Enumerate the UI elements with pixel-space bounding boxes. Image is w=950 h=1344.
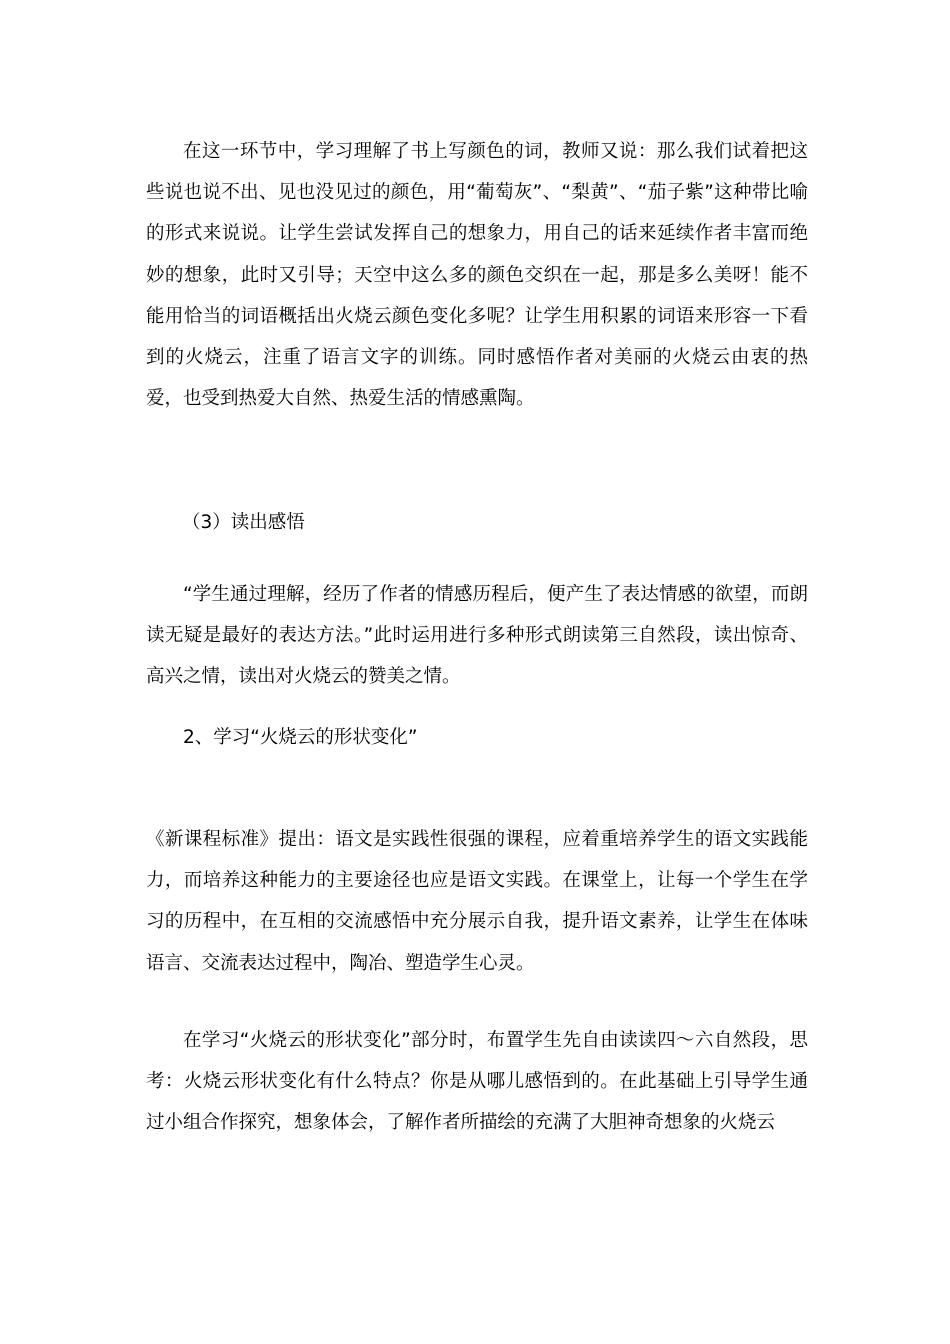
subheading-shape-changes: 2、学习“火烧云的形状变化” (183, 727, 418, 748)
paragraph-curriculum-standard: 《新课程标准》提出：语文是实践性很强的课程，应着重培养学生的语文实践能力，而培养这种能力的主要途径也应是语文实践。在课堂上，让每一个学生在学习的历程中，在互相的交流感悟中充分展示自我，提升语文素养，让学生在体味语言、交流表达过程中，陶冶、塑造学生心灵。 (146, 829, 808, 974)
subheading-read-feelings: （3）读出感悟 (182, 512, 305, 533)
paragraph-color-words: 在这一环节中，学习理解了书上写颜色的词，教师又说：那么我们试着把这些说也说不出、见也没见过的颜色，用“葡萄灰”、“梨黄”、“茄子紫”这种带比喻的形式来说说。让学生尝试发挥自己的想象力，用自己的话来延续作者丰富而绝妙的想象，此时又引导；天空中这么多的颜色交织在一起，那是多么美呀！能不能用恰当的词语概括出火烧云颜色变化多呢？让学生用积累的词语来形容一下看到的火烧云，注重了语言文字的训练。同时感悟作者对美丽的火烧云由衷的热爱，也受到热爱大自然、热爱生活的情感熏陶。 (146, 141, 808, 410)
paragraph-reading-aloud: “学生通过理解，经历了作者的情感历程后，便产生了表达情感的欲望，而朗读无疑是最好的表达方法。”此时运用进行多种形式朗读第三自然段，读出惊奇、高兴之情，读出对火烧云的赞美之情。 (146, 584, 808, 688)
paragraph-shape-learning: 在学习“火烧云的形状变化”部分时，布置学生先自由读读四～六自然段，思考：火烧云形状变化有什么特点？你是从哪儿感悟到的。在此基础上引导学生通过小组合作探究，想象体会，了解作者所描绘的充满了大胆神奇想象的火烧云 (146, 1030, 808, 1134)
